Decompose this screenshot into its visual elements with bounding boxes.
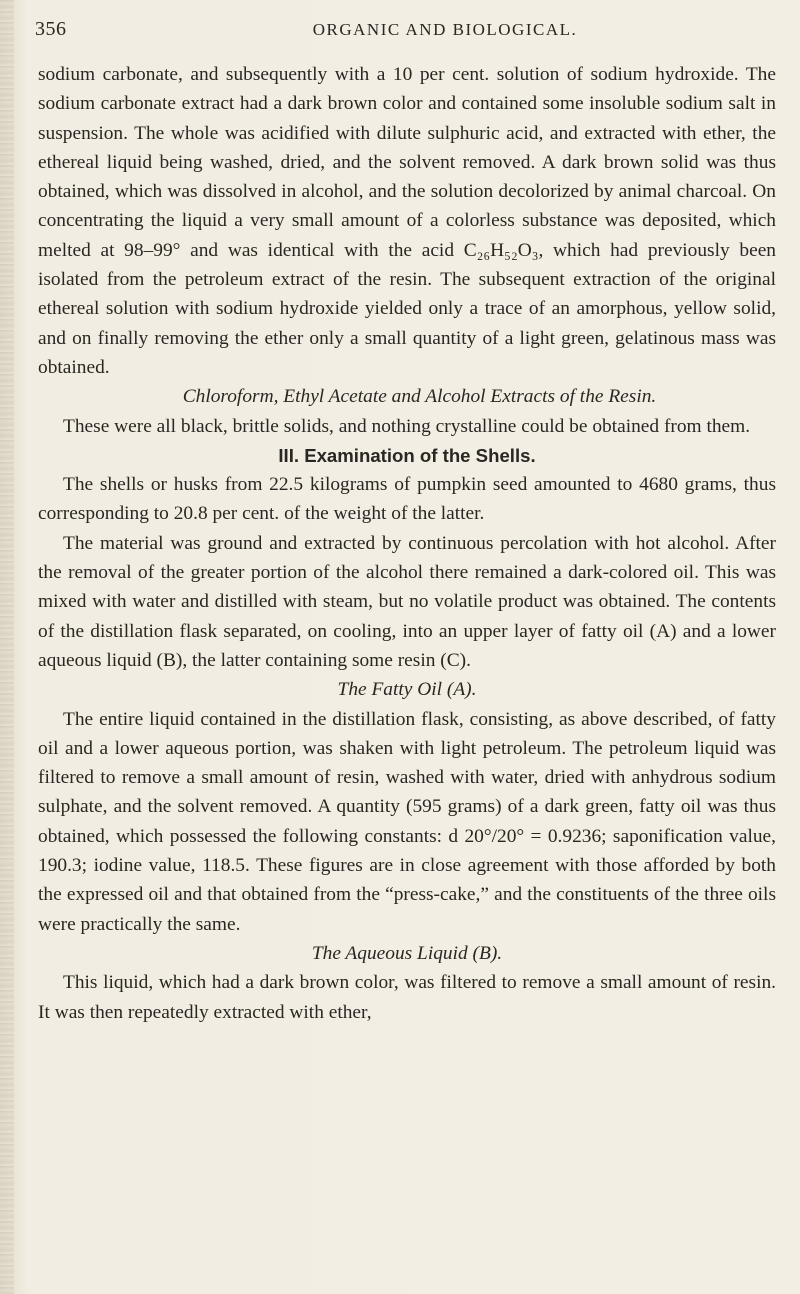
section-heading-aqueous-liquid: The Aqueous Liquid (B).	[311, 942, 503, 964]
paragraph-extracts: These were all black, brittle solids, and nothing crystalline could be obtained from them.	[63, 415, 751, 437]
paragraph-aqueous-liquid: This liquid, which had a dark brown color, was filtered to remove a small amount of resin. It was then repeatedly extracted with ether,	[38, 972, 776, 1023]
binding-gutter	[0, 0, 14, 1294]
section-heading-fatty-oil: The Fatty Oil (A).	[337, 679, 477, 701]
paragraph-shells-amount: The shells or husks from 22.5 kilograms of pumpkin seed amounted to 4680 grams, thus corresponding to 20.8 per cent. of the weight of the latter.	[38, 474, 776, 525]
section-heading-shells: III. Examination of the Shells.	[278, 444, 536, 466]
page-header	[35, 18, 780, 48]
section-heading-extracts: Chloroform, Ethyl Acetate and Alcohol Extracts of the Resin.	[182, 386, 657, 408]
body-text	[38, 60, 776, 1027]
paragraph-continued: sodium carbonate, and subsequently with a 10 per cent. solution of sodium hydroxide. The sodium carbonate extract had a dark brown color and contained some insoluble sodium salt in suspension. The whole was acidified with dilute sulphuric acid, and extracted with ether, the ethereal liquid being washed, dried, and the solvent removed. A dark brown solid was thus obtained, which was dissolved in alcohol, and the solution decolorized by animal charcoal. On concentrating the liquid a very small amount of a colorless substance was deposited, which melted at 98–99° and was identical with the acid C₂₆H₅₂O₃, which had previously been isolated from the petroleum extract of the resin. The subsequent extraction of the original ethereal solution with sodium hydroxide yielded only a trace of an amorphous, yellow solid, and on finally removing the ether only a small quantity of a light green, gelatinous mass was obtained.	[38, 64, 776, 378]
paragraph-percolation: The material was ground and extracted by continuous percolation with hot alcohol. After the removal of the greater portion of the alcohol there remained a dark-colored oil. This was mixed with water and distilled with steam, but no volatile product was obtained. The contents of the distillation flask separated, on cooling, into an upper layer of fatty oil (A) and a lower aqueous liquid (B), the latter containing some resin (C).	[38, 532, 776, 671]
paragraph-fatty-oil: The entire liquid contained in the distillation flask, consisting, as above described, of fatty oil and a lower aqueous portion, was shaken with light petroleum. The petroleum liquid was filtered to remove a small amount of resin, washed with water, dried with anhydrous sodium sulphate, and the solvent removed. A quantity (595 grams) of a dark green, fatty oil was thus obtained, which possessed the following constants: d 20°/20° = 0.9236; saponification value, 190.3; iodine value, 118.5. These figures are in close agreement with those afforded by both the expressed oil and that obtained from the “press-cake,” and the constituents of the three oils were practically the same.	[38, 708, 776, 935]
running-head: ORGANIC AND BIOLOGICAL.	[312, 20, 578, 39]
page-number: 356	[35, 18, 67, 40]
